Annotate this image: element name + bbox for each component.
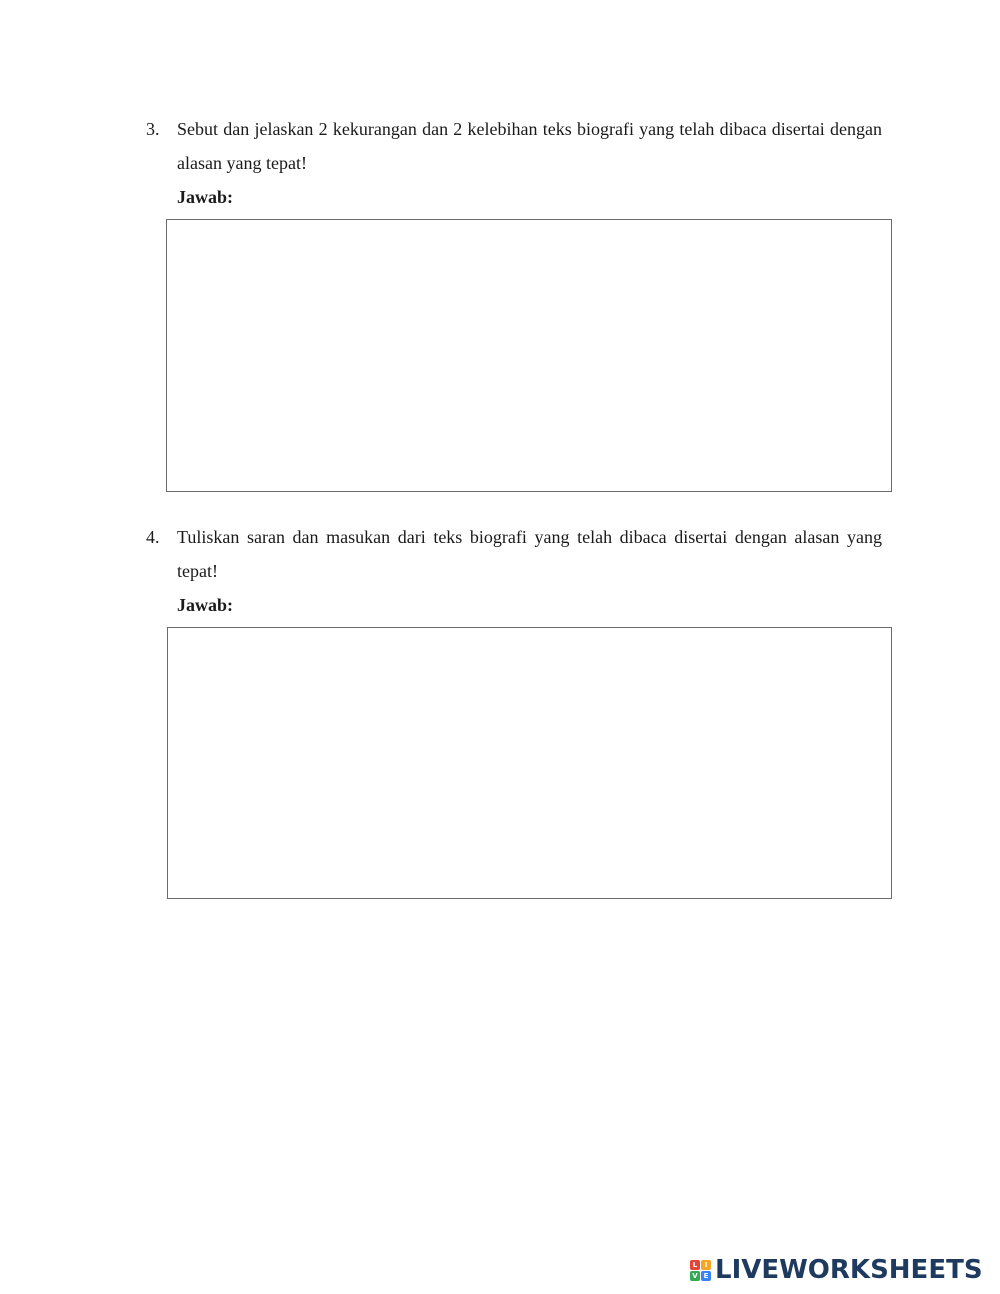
question-number: 3. <box>146 119 160 139</box>
question-number: 4. <box>146 527 160 547</box>
logo-tile: V <box>690 1271 700 1281</box>
answer-box-4[interactable] <box>167 627 892 899</box>
answer-box-3[interactable] <box>166 219 892 492</box>
question-text: Tuliskan saran dan masukan dari teks biografi yang telah dibaca disertai dengan alasan yang tepat! <box>177 527 882 581</box>
logo-tile: L <box>690 1260 700 1270</box>
question-text: Sebut dan jelaskan 2 kekurangan dan 2 kelebihan teks biografi yang telah dibaca disertai dengan alasan yang tepat! <box>177 119 882 173</box>
logo-tile: I <box>701 1260 711 1270</box>
logo-tile: E <box>701 1271 711 1281</box>
liveworksheets-brand <box>690 1255 983 1285</box>
answer-label: Jawab: <box>177 595 234 615</box>
brand-name: LIVEWORKSHEETS <box>715 1255 983 1285</box>
liveworksheets-logo-icon <box>690 1260 711 1281</box>
answer-label: Jawab: <box>177 187 234 207</box>
question-3 <box>146 112 882 214</box>
question-4 <box>146 520 882 622</box>
